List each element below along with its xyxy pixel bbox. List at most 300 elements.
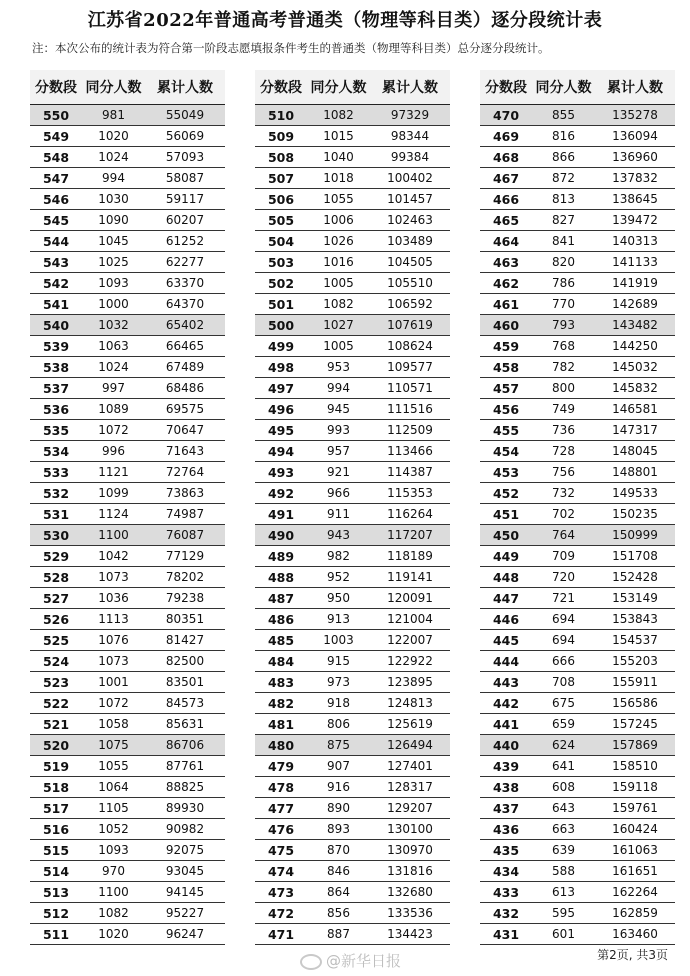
same-count-cell: 1026	[307, 231, 370, 252]
same-count-cell: 800	[532, 378, 595, 399]
score-cell: 453	[480, 462, 532, 483]
score-cell: 431	[480, 924, 532, 945]
table-row	[480, 714, 675, 735]
table-row	[255, 357, 450, 378]
table-row	[480, 273, 675, 294]
score-cell: 443	[480, 672, 532, 693]
table-row	[480, 105, 675, 126]
cumulative-cell: 111516	[370, 399, 450, 420]
cumulative-cell: 113466	[370, 441, 450, 462]
table-row	[255, 462, 450, 483]
table-row	[480, 588, 675, 609]
score-cell: 525	[30, 630, 82, 651]
table-row	[480, 672, 675, 693]
score-cell: 455	[480, 420, 532, 441]
table-row	[30, 420, 225, 441]
same-count-cell: 770	[532, 294, 595, 315]
score-cell: 488	[255, 567, 307, 588]
table-header-row	[30, 70, 225, 105]
cumulative-cell: 123895	[370, 672, 450, 693]
same-count-cell: 996	[82, 441, 145, 462]
score-table-1	[30, 70, 225, 945]
cumulative-cell: 76087	[145, 525, 225, 546]
same-count-cell: 813	[532, 189, 595, 210]
score-cell: 523	[30, 672, 82, 693]
table-row	[480, 483, 675, 504]
table-row	[480, 231, 675, 252]
cumulative-cell: 120091	[370, 588, 450, 609]
score-cell: 500	[255, 315, 307, 336]
cumulative-cell: 162859	[595, 903, 675, 924]
score-cell: 484	[255, 651, 307, 672]
table-row	[255, 189, 450, 210]
same-count-cell: 870	[307, 840, 370, 861]
header-cumulative: 累计人数	[145, 70, 225, 105]
table-row	[30, 756, 225, 777]
cumulative-cell: 130970	[370, 840, 450, 861]
score-cell: 495	[255, 420, 307, 441]
same-count-cell: 1036	[82, 588, 145, 609]
same-count-cell: 846	[307, 861, 370, 882]
cumulative-cell: 104505	[370, 252, 450, 273]
cumulative-cell: 126494	[370, 735, 450, 756]
score-cell: 482	[255, 693, 307, 714]
cumulative-cell: 86706	[145, 735, 225, 756]
cumulative-cell: 159761	[595, 798, 675, 819]
score-cell: 463	[480, 252, 532, 273]
cumulative-cell: 101457	[370, 189, 450, 210]
cumulative-cell: 121004	[370, 609, 450, 630]
table-row	[30, 273, 225, 294]
same-count-cell: 1025	[82, 252, 145, 273]
score-cell: 507	[255, 168, 307, 189]
table-row	[255, 735, 450, 756]
same-count-cell: 1024	[82, 357, 145, 378]
same-count-cell: 1124	[82, 504, 145, 525]
table-row	[30, 735, 225, 756]
score-cell: 438	[480, 777, 532, 798]
cumulative-cell: 108624	[370, 336, 450, 357]
table-row	[480, 903, 675, 924]
score-cell: 462	[480, 273, 532, 294]
same-count-cell: 856	[307, 903, 370, 924]
cumulative-cell: 103489	[370, 231, 450, 252]
same-count-cell: 816	[532, 126, 595, 147]
cumulative-cell: 139472	[595, 210, 675, 231]
score-cell: 512	[30, 903, 82, 924]
cumulative-cell: 69575	[145, 399, 225, 420]
header-score: 分数段	[30, 70, 82, 105]
same-count-cell: 1020	[82, 924, 145, 945]
same-count-cell: 1001	[82, 672, 145, 693]
cumulative-cell: 106592	[370, 294, 450, 315]
score-cell: 537	[30, 378, 82, 399]
table-row	[255, 315, 450, 336]
same-count-cell: 1042	[82, 546, 145, 567]
same-count-cell: 764	[532, 525, 595, 546]
same-count-cell: 1005	[307, 336, 370, 357]
cumulative-cell: 105510	[370, 273, 450, 294]
table-row	[255, 672, 450, 693]
score-cell: 432	[480, 903, 532, 924]
same-count-cell: 663	[532, 819, 595, 840]
same-count-cell: 1020	[82, 126, 145, 147]
cumulative-cell: 100402	[370, 168, 450, 189]
same-count-cell: 1015	[307, 126, 370, 147]
table-row	[255, 588, 450, 609]
score-cell: 547	[30, 168, 82, 189]
table-row	[255, 903, 450, 924]
table-row	[255, 231, 450, 252]
same-count-cell: 981	[82, 105, 145, 126]
table-header-row	[255, 70, 450, 105]
cumulative-cell: 142689	[595, 294, 675, 315]
table-row	[480, 567, 675, 588]
same-count-cell: 911	[307, 504, 370, 525]
score-cell: 437	[480, 798, 532, 819]
same-count-cell: 875	[307, 735, 370, 756]
cumulative-cell: 140313	[595, 231, 675, 252]
same-count-cell: 1005	[307, 273, 370, 294]
same-count-cell: 1073	[82, 651, 145, 672]
watermark	[300, 950, 401, 971]
same-count-cell: 721	[532, 588, 595, 609]
cumulative-cell: 153149	[595, 588, 675, 609]
cumulative-cell: 124813	[370, 693, 450, 714]
same-count-cell: 782	[532, 357, 595, 378]
table-row	[30, 105, 225, 126]
same-count-cell: 953	[307, 357, 370, 378]
cumulative-cell: 96247	[145, 924, 225, 945]
table-row	[480, 504, 675, 525]
same-count-cell: 694	[532, 630, 595, 651]
cumulative-cell: 97329	[370, 105, 450, 126]
header-same-count: 同分人数	[82, 70, 145, 105]
table-row	[30, 651, 225, 672]
score-tables	[30, 70, 675, 940]
cumulative-cell: 77129	[145, 546, 225, 567]
cumulative-cell: 102463	[370, 210, 450, 231]
cumulative-cell: 141133	[595, 252, 675, 273]
score-cell: 550	[30, 105, 82, 126]
score-cell: 513	[30, 882, 82, 903]
score-cell: 524	[30, 651, 82, 672]
same-count-cell: 994	[82, 168, 145, 189]
score-cell: 486	[255, 609, 307, 630]
same-count-cell: 1113	[82, 609, 145, 630]
cumulative-cell: 162264	[595, 882, 675, 903]
score-cell: 521	[30, 714, 82, 735]
score-cell: 530	[30, 525, 82, 546]
same-count-cell: 864	[307, 882, 370, 903]
score-cell: 434	[480, 861, 532, 882]
score-cell: 548	[30, 147, 82, 168]
table-row	[255, 693, 450, 714]
table-row	[255, 294, 450, 315]
score-cell: 539	[30, 336, 82, 357]
table-row	[30, 693, 225, 714]
table-row	[480, 840, 675, 861]
table-row	[480, 399, 675, 420]
table-row	[30, 924, 225, 945]
cumulative-cell: 84573	[145, 693, 225, 714]
cumulative-cell: 94145	[145, 882, 225, 903]
same-count-cell: 1018	[307, 168, 370, 189]
score-cell: 509	[255, 126, 307, 147]
table-row	[255, 840, 450, 861]
cumulative-cell: 148045	[595, 441, 675, 462]
table-row	[480, 147, 675, 168]
score-cell: 471	[255, 924, 307, 945]
table-row	[30, 168, 225, 189]
score-cell: 549	[30, 126, 82, 147]
table-row	[255, 756, 450, 777]
table-row	[30, 819, 225, 840]
same-count-cell: 915	[307, 651, 370, 672]
same-count-cell: 736	[532, 420, 595, 441]
score-cell: 445	[480, 630, 532, 651]
cumulative-cell: 161651	[595, 861, 675, 882]
table-row	[30, 399, 225, 420]
score-cell: 527	[30, 588, 82, 609]
score-cell: 460	[480, 315, 532, 336]
table-row	[30, 147, 225, 168]
cumulative-cell: 118189	[370, 546, 450, 567]
score-table-3	[480, 70, 675, 945]
cumulative-cell: 74987	[145, 504, 225, 525]
same-count-cell: 1082	[307, 105, 370, 126]
same-count-cell: 1006	[307, 210, 370, 231]
table-row	[30, 126, 225, 147]
cumulative-cell: 137832	[595, 168, 675, 189]
cumulative-cell: 89930	[145, 798, 225, 819]
score-cell: 494	[255, 441, 307, 462]
header-cumulative: 累计人数	[595, 70, 675, 105]
score-cell: 447	[480, 588, 532, 609]
table-row	[30, 777, 225, 798]
score-cell: 473	[255, 882, 307, 903]
cumulative-cell: 55049	[145, 105, 225, 126]
table-row	[255, 399, 450, 420]
cumulative-cell: 68486	[145, 378, 225, 399]
cumulative-cell: 78202	[145, 567, 225, 588]
same-count-cell: 641	[532, 756, 595, 777]
same-count-cell: 827	[532, 210, 595, 231]
score-cell: 467	[480, 168, 532, 189]
score-cell: 510	[255, 105, 307, 126]
cumulative-cell: 146581	[595, 399, 675, 420]
header-same-count: 同分人数	[307, 70, 370, 105]
score-cell: 514	[30, 861, 82, 882]
score-table-2	[255, 70, 450, 945]
table-header-row	[480, 70, 675, 105]
cumulative-cell: 148801	[595, 462, 675, 483]
score-cell: 485	[255, 630, 307, 651]
cumulative-cell: 143482	[595, 315, 675, 336]
cumulative-cell: 61252	[145, 231, 225, 252]
same-count-cell: 1100	[82, 882, 145, 903]
score-cell: 442	[480, 693, 532, 714]
table-row	[30, 441, 225, 462]
table-row	[255, 819, 450, 840]
table-row	[480, 462, 675, 483]
table-row	[480, 819, 675, 840]
cumulative-cell: 109577	[370, 357, 450, 378]
same-count-cell: 728	[532, 441, 595, 462]
table-row	[480, 126, 675, 147]
cumulative-cell: 155203	[595, 651, 675, 672]
cumulative-cell: 127401	[370, 756, 450, 777]
table-row	[255, 546, 450, 567]
cumulative-cell: 160424	[595, 819, 675, 840]
cumulative-cell: 158510	[595, 756, 675, 777]
cumulative-cell: 128317	[370, 777, 450, 798]
table-row	[255, 210, 450, 231]
same-count-cell: 921	[307, 462, 370, 483]
same-count-cell: 1089	[82, 399, 145, 420]
table-row	[255, 798, 450, 819]
score-cell: 497	[255, 378, 307, 399]
same-count-cell: 918	[307, 693, 370, 714]
table-row	[30, 378, 225, 399]
same-count-cell: 643	[532, 798, 595, 819]
table-row	[255, 336, 450, 357]
table-row	[30, 672, 225, 693]
table-row	[30, 357, 225, 378]
table-row	[480, 357, 675, 378]
table-row	[255, 924, 450, 945]
header-score: 分数段	[480, 70, 532, 105]
score-cell: 439	[480, 756, 532, 777]
table-row	[30, 630, 225, 651]
cumulative-cell: 159118	[595, 777, 675, 798]
same-count-cell: 1063	[82, 336, 145, 357]
table-row	[480, 651, 675, 672]
same-count-cell: 1093	[82, 840, 145, 861]
score-cell: 526	[30, 609, 82, 630]
score-cell: 450	[480, 525, 532, 546]
cumulative-cell: 63370	[145, 273, 225, 294]
score-cell: 449	[480, 546, 532, 567]
table-row	[30, 189, 225, 210]
score-cell: 506	[255, 189, 307, 210]
cumulative-cell: 147317	[595, 420, 675, 441]
table-row	[30, 210, 225, 231]
cumulative-cell: 85631	[145, 714, 225, 735]
score-cell: 492	[255, 483, 307, 504]
score-cell: 515	[30, 840, 82, 861]
score-cell: 464	[480, 231, 532, 252]
score-cell: 440	[480, 735, 532, 756]
same-count-cell: 887	[307, 924, 370, 945]
table-row	[255, 525, 450, 546]
score-cell: 466	[480, 189, 532, 210]
score-cell: 544	[30, 231, 82, 252]
score-cell: 538	[30, 357, 82, 378]
same-count-cell: 793	[532, 315, 595, 336]
cumulative-cell: 131816	[370, 861, 450, 882]
same-count-cell: 1099	[82, 483, 145, 504]
same-count-cell: 994	[307, 378, 370, 399]
score-cell: 519	[30, 756, 82, 777]
cumulative-cell: 93045	[145, 861, 225, 882]
table-row	[480, 420, 675, 441]
cumulative-cell: 141919	[595, 273, 675, 294]
score-cell: 435	[480, 840, 532, 861]
table-row	[480, 378, 675, 399]
table-row	[255, 273, 450, 294]
same-count-cell: 866	[532, 147, 595, 168]
cumulative-cell: 65402	[145, 315, 225, 336]
cumulative-cell: 129207	[370, 798, 450, 819]
score-cell: 498	[255, 357, 307, 378]
cumulative-cell: 79238	[145, 588, 225, 609]
same-count-cell: 1105	[82, 798, 145, 819]
cumulative-cell: 59117	[145, 189, 225, 210]
table-row	[480, 861, 675, 882]
score-cell: 446	[480, 609, 532, 630]
table-row	[480, 315, 675, 336]
score-cell: 476	[255, 819, 307, 840]
same-count-cell: 1003	[307, 630, 370, 651]
same-count-cell: 952	[307, 567, 370, 588]
table-row	[255, 252, 450, 273]
page-number: 第2页, 共3页	[597, 948, 668, 962]
table-row	[480, 210, 675, 231]
table-row	[255, 609, 450, 630]
table-row	[480, 441, 675, 462]
score-cell: 478	[255, 777, 307, 798]
score-cell: 542	[30, 273, 82, 294]
score-cell: 451	[480, 504, 532, 525]
score-cell: 511	[30, 924, 82, 945]
score-cell: 452	[480, 483, 532, 504]
table-row	[30, 567, 225, 588]
same-count-cell: 786	[532, 273, 595, 294]
score-cell: 496	[255, 399, 307, 420]
score-cell: 487	[255, 588, 307, 609]
same-count-cell: 708	[532, 672, 595, 693]
table-row	[480, 168, 675, 189]
table-row	[480, 924, 675, 945]
same-count-cell: 1121	[82, 462, 145, 483]
same-count-cell: 890	[307, 798, 370, 819]
same-count-cell: 1055	[307, 189, 370, 210]
same-count-cell: 1072	[82, 420, 145, 441]
cumulative-cell: 80351	[145, 609, 225, 630]
cumulative-cell: 116264	[370, 504, 450, 525]
cumulative-cell: 125619	[370, 714, 450, 735]
cumulative-cell: 83501	[145, 672, 225, 693]
score-cell: 493	[255, 462, 307, 483]
same-count-cell: 945	[307, 399, 370, 420]
table-row	[480, 798, 675, 819]
score-cell: 481	[255, 714, 307, 735]
cumulative-cell: 119141	[370, 567, 450, 588]
header-same-count: 同分人数	[532, 70, 595, 105]
page-title: 江苏省2022年普通高考普通类（物理等科目类）逐分段统计表	[87, 10, 603, 31]
table-row	[480, 525, 675, 546]
cumulative-cell: 73863	[145, 483, 225, 504]
cumulative-cell: 72764	[145, 462, 225, 483]
same-count-cell: 1076	[82, 630, 145, 651]
score-cell: 448	[480, 567, 532, 588]
score-cell: 468	[480, 147, 532, 168]
table-row	[255, 483, 450, 504]
cumulative-cell: 135278	[595, 105, 675, 126]
same-count-cell: 1052	[82, 819, 145, 840]
same-count-cell: 659	[532, 714, 595, 735]
